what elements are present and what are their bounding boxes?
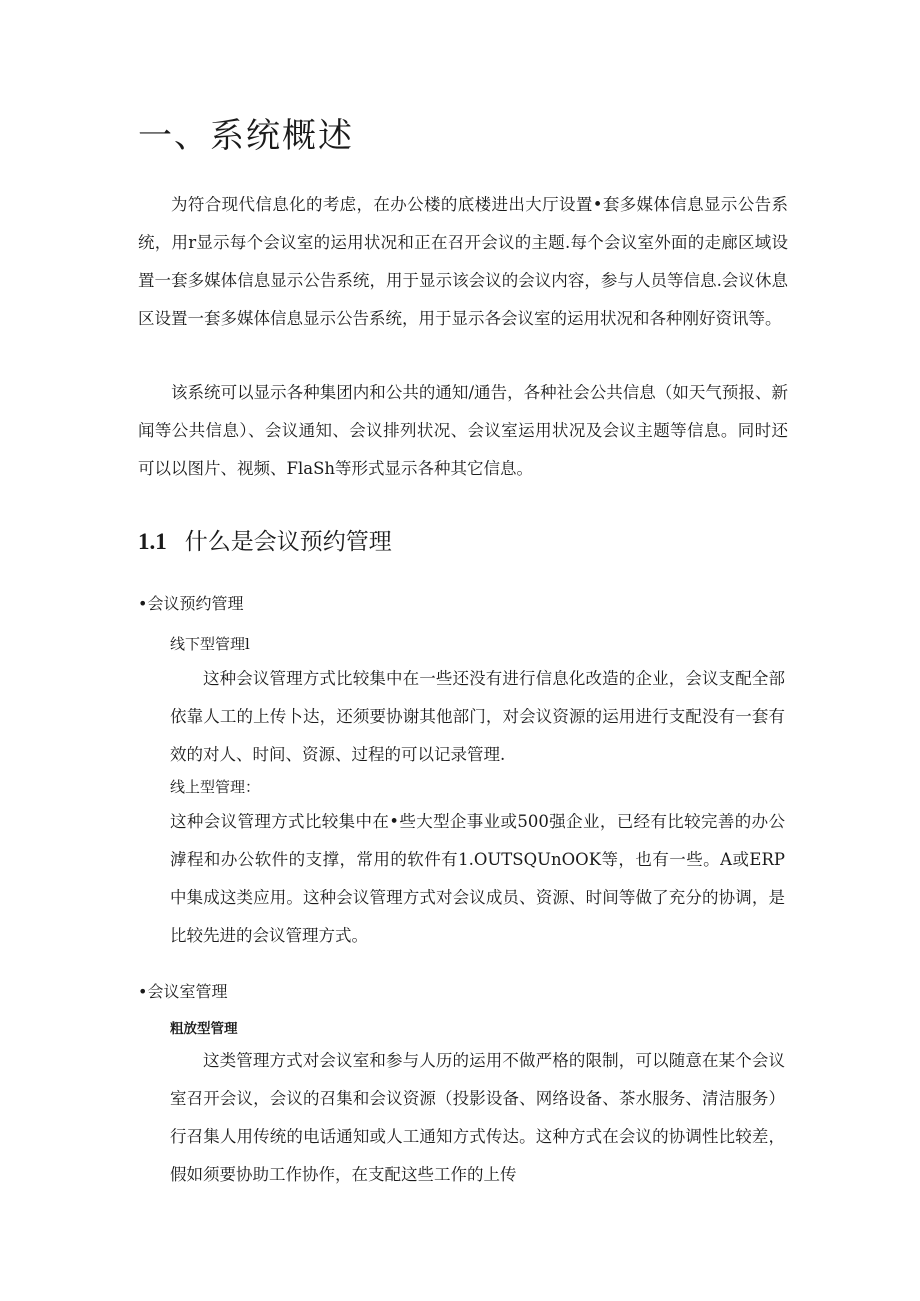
label-offline-management: 线下型管理l bbox=[170, 635, 250, 653]
label-rough-management: 粗放型管理 bbox=[170, 1021, 238, 1037]
bullet-meeting-room-management: •会议室管理 bbox=[138, 982, 228, 1001]
intro-paragraph-2: 该系统可以显示各种集团内和公共的通知/通告，各种社会公共信息（如天气预报、新闻等公共信息）、会议通知、会议排列状况、会议室运用状况及会议主题等信息。同时还可以以图片、视频、FlaSh等形式显示各种其它信息。 bbox=[138, 383, 788, 478]
intro-paragraph-1: 为符合现代信息化的考虑，在办公楼的底楼进出大厅设置•套多媒体信息显示公告系统，用r显示每个会议室的运用状况和正在召开会议的主题.每个会议室外面的走廊区域设置一套多媒体信息显示公告系统，用于显示该会议的会议内容，参与人员等信息.会议休息区设置一套多媒体信息显示公告系统，用于显示各会议室的运用状况和各种刚好资讯等。 bbox=[138, 195, 788, 328]
label-online-management: 线上型管理： bbox=[170, 778, 261, 796]
heading-system-overview: 一、系统概述 bbox=[138, 116, 354, 156]
rough-management-text: 这类管理方式对会议室和参与人历的运用不做严格的限制，可以随意在某个会议室召开会议，会议的召集和会议资源（投影设备、网络设备、茶水服务、清洁服务）行召集人用传统的电话通知或人工通知方式传达。这种方式在会议的协调性比较差，假如须要协助工作协作，在支配这些工作的上传 bbox=[170, 1051, 785, 1184]
online-management-text: 这种会议管理方式比较集中在•些大型企事业或500强企业，已经有比较完善的办公滹程和办公软件的支撑，常用的软件有1.OUTSQUnOOK等，也有一些。A或ERP中集成这类应用。这种会议管理方式对会议成员、资源、时间等做了充分的协调，是比较先进的会议管理方式。 bbox=[170, 812, 785, 945]
section-number: 1.1 bbox=[138, 529, 167, 554]
section-heading bbox=[138, 523, 392, 556]
bullet-meeting-booking: •会议预约管理 bbox=[138, 594, 244, 613]
offline-management-text: 这种会议管理方式比较集中在一些还没有进行信息化改造的企业，会议支配全部依靠人工的上传卜达，还须要协谢其他部门，对会议资源的运用进行支配没有一套有效的对人、时间、资源、过程的可以记录管理. bbox=[170, 669, 785, 764]
section-title: 什么是会议预约管理 bbox=[184, 529, 392, 555]
